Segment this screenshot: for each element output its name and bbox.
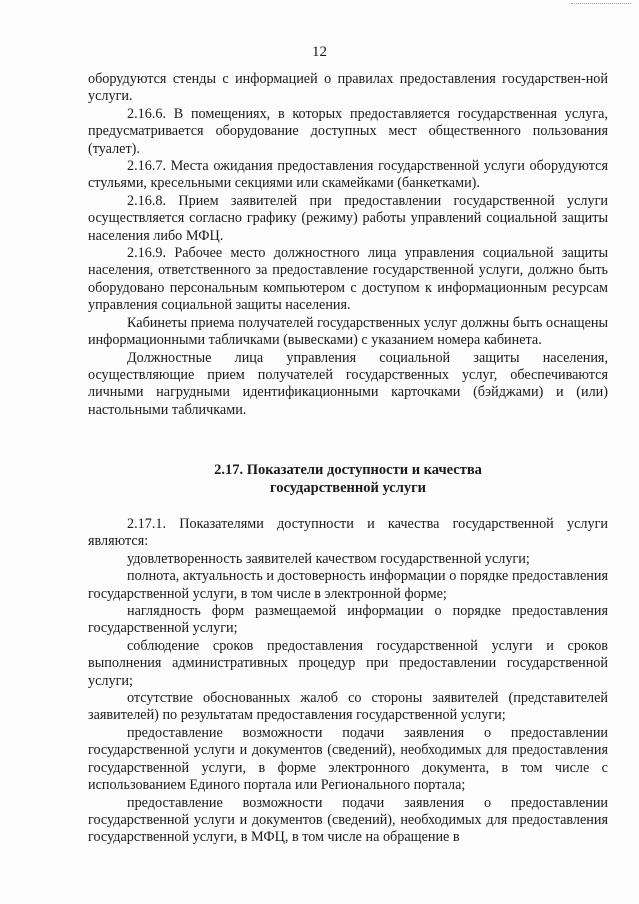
paragraph: Должностные лица управления социальной защиты населения, осуществляющие прием получателей государственных услуг, обеспечиваются личными нагрудными идентификационными карточками (бэйджами) и (или) настольными табличками. xyxy=(88,349,608,418)
bottom-text-section xyxy=(88,516,608,847)
scan-corner-mark xyxy=(571,3,631,10)
paragraph: удовлетворенность заявителей качеством государственной услуги; xyxy=(127,550,530,567)
paragraph: предоставление возможности подачи заявления о предоставлении государственной услуги и документов (сведений), необходимых для предоставления государственной услуги, в МФЦ, в том числе на обращение в xyxy=(88,794,608,846)
section-heading xyxy=(88,461,608,497)
paragraph: 2.16.9. Рабочее место должностного лица управления социальной защиты населения, ответственного за предоставление государственной услуги, должно быть оборудовано персональным компьютером с доступом к информационным ресурсам управления социальной защиты населения. xyxy=(88,245,608,314)
paragraph: Кабинеты приема получателей государственных услуг должны быть оснащены информационными табличками (вывесками) с указанием номера кабинета. xyxy=(88,314,608,349)
heading-line-2: государственной услуги xyxy=(269,480,427,496)
heading-line-1: 2.17. Показатели доступности и качества xyxy=(214,462,482,478)
paragraph: оборудуются стенды с информацией о правилах предоставления государствен-ной услуги. xyxy=(88,71,608,105)
paragraph: 2.16.8. Прием заявителей при предоставлении государственной услуги осуществляется согласно графику (режиму) работы управлений социальной защиты населения либо МФЦ. xyxy=(88,192,608,244)
page-number: 12 xyxy=(312,44,327,60)
paragraph: 2.16.7. Места ожидания предоставления государственной услуги оборудуются стульями, кресельными секциями или скамейками (банкетками). xyxy=(88,158,608,192)
paragraph: наглядность форм размещаемой информации о порядке предоставления государственной услуги; xyxy=(88,603,608,637)
paragraph: 2.16.6. В помещениях, в которых предоставляется государственная услуга, предусматривается оборудование доступных мест общественного пользования (туалет). xyxy=(88,105,608,157)
paragraph: соблюдение сроков предоставления государственной услуги и сроков выполнения административных процедур при предоставлении государственной услуги; xyxy=(88,637,608,689)
paragraph: 2.17.1. Показателями доступности и качества государственной услуги являются: xyxy=(88,516,608,550)
paragraph: предоставление возможности подачи заявления о предоставлении государственной услуги и документов (сведений), необходимых для предоставления государственной услуги, в форме электронного документа, в том числе с использованием Единого портала или Регионального портала; xyxy=(88,724,608,794)
paragraph: отсутствие обоснованных жалоб со стороны заявителей (представителей заявителей) по результатам предоставления государственной услуги; xyxy=(88,690,608,724)
paragraph: полнота, актуальность и достоверность информации о порядке предоставления государственной услуги, в том числе в электронной форме; xyxy=(88,568,608,602)
top-text-section xyxy=(88,71,608,419)
